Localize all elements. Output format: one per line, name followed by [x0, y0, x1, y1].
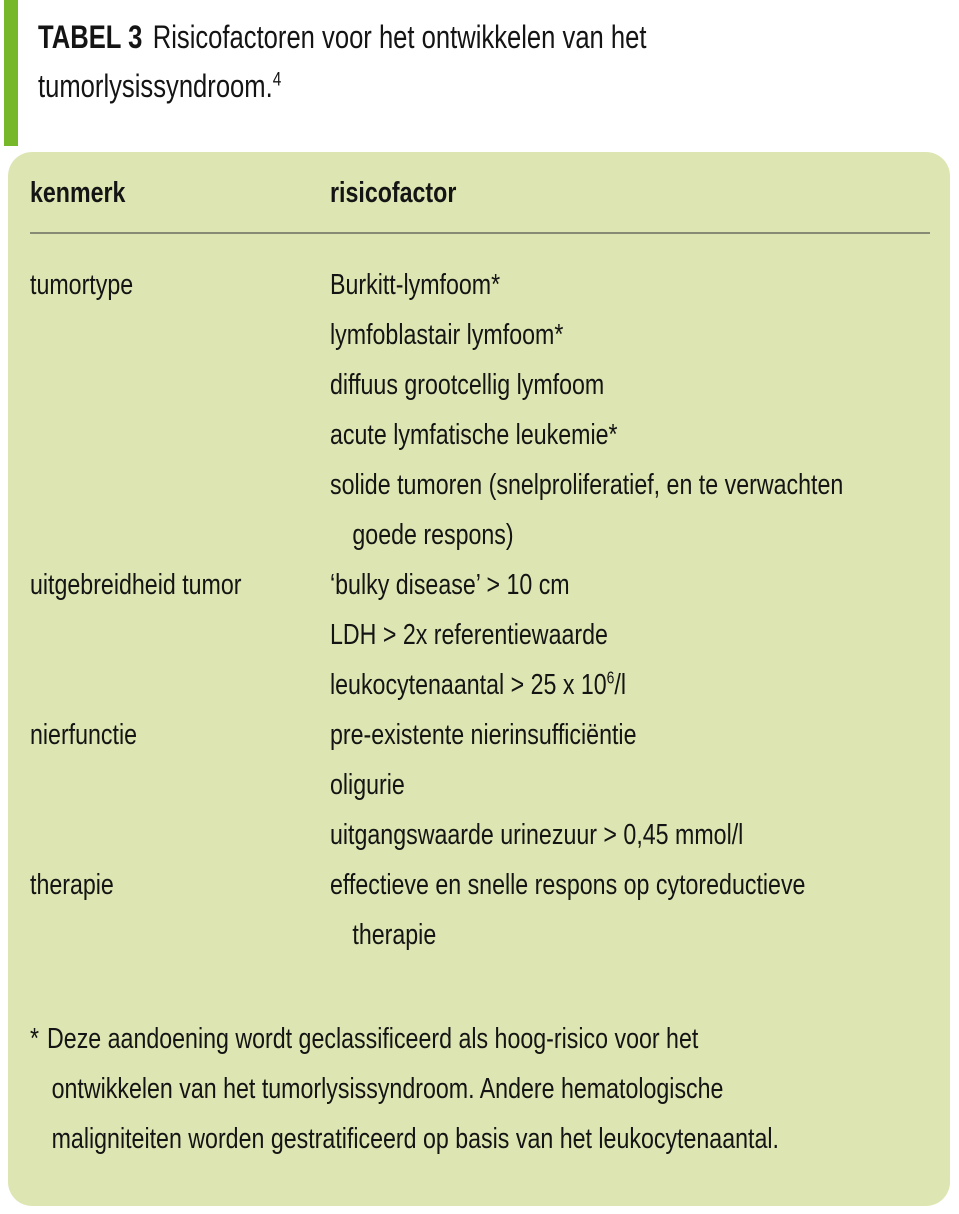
text-segment: ‘bulky disease’ > 10 cm	[330, 569, 570, 601]
table-title	[38, 13, 799, 111]
text-segment: therapie	[352, 919, 437, 951]
column-header-kenmerk: kenmerk	[30, 177, 126, 209]
risicofactor-cell	[330, 710, 930, 860]
title-line-1	[38, 13, 646, 62]
risicofactor-line	[330, 860, 810, 910]
kenmerk-cell: nierfunctie	[30, 719, 138, 751]
text-segment: acute lymfatische leukemie*	[330, 419, 618, 451]
risicofactor-line	[330, 310, 843, 360]
footnote-text: Deze aandoening wordt geclassificeerd als hoog-risico voor het	[47, 1023, 699, 1055]
footnote-line-3: maligniteiten worden gestratificeerd op basis van het leukocytenaantal.	[51, 1123, 779, 1155]
text-segment: effectieve en snelle respons op cytoreductieve	[330, 869, 806, 901]
footnote	[30, 1014, 930, 1164]
text-segment: goede respons)	[352, 519, 514, 551]
footnote-line-1	[30, 1014, 750, 1064]
risicofactor-line	[330, 260, 843, 310]
risicofactor-cell	[330, 260, 959, 560]
risicofactor-line	[330, 510, 843, 560]
text-segment: LDH > 2x referentiewaarde	[330, 619, 608, 651]
text-segment: diffuus grootcellig lymfoom	[330, 369, 605, 401]
risicofactor-cell	[330, 860, 930, 960]
text-segment: uitgangswaarde urinezuur > 0,45 mmol/l	[330, 819, 744, 851]
title-text-2: tumorlysissyndroom.	[38, 68, 273, 104]
table-row	[30, 860, 930, 960]
header-divider	[30, 232, 930, 234]
text-segment: oligurie	[330, 769, 405, 801]
table-row	[30, 560, 930, 710]
risicofactor-line	[330, 460, 843, 510]
footnote-marker: *	[30, 1023, 40, 1055]
column-header-risicofactor: risicofactor	[330, 177, 457, 209]
text-segment: leukocytenaantal > 25 x 10	[330, 669, 607, 701]
accent-bar	[4, 0, 18, 146]
superscript: 6	[606, 667, 615, 688]
table-row	[30, 710, 930, 860]
risicofactor-line	[330, 760, 810, 810]
title-superscript: 4	[272, 69, 282, 91]
kenmerk-cell: therapie	[30, 869, 114, 901]
text-segment: lymfoblastair lymfoom*	[330, 319, 564, 351]
table-header	[30, 176, 930, 210]
title-text-1: Risicofactoren voor het ontwikkelen van het	[152, 19, 647, 55]
text-segment: pre-existente nierinsufficiëntie	[330, 719, 637, 751]
risk-table-panel	[8, 152, 950, 1206]
risicofactor-line	[330, 560, 810, 610]
risicofactor-line	[330, 360, 843, 410]
text-segment: /l	[614, 669, 627, 701]
table-body	[30, 260, 930, 960]
risicofactor-line	[330, 810, 810, 860]
kenmerk-cell: tumortype	[30, 269, 134, 301]
risicofactor-line	[330, 710, 810, 760]
risicofactor-line	[330, 910, 810, 960]
text-segment: solide tumoren (snelproliferatief, en te verwachten	[330, 469, 844, 501]
risicofactor-line	[330, 410, 843, 460]
title-line-2	[38, 62, 646, 111]
footnote-line-2: ontwikkelen van het tumorlysissyndroom. Andere hematologische	[51, 1073, 724, 1105]
title-label: TABEL 3	[38, 19, 143, 55]
risicofactor-cell	[330, 560, 930, 710]
kenmerk-cell: uitgebreidheid tumor	[30, 569, 242, 601]
table-row	[30, 260, 930, 560]
risicofactor-line	[330, 610, 810, 660]
risicofactor-line	[330, 660, 810, 710]
text-segment: Burkitt-lymfoom*	[330, 269, 501, 301]
